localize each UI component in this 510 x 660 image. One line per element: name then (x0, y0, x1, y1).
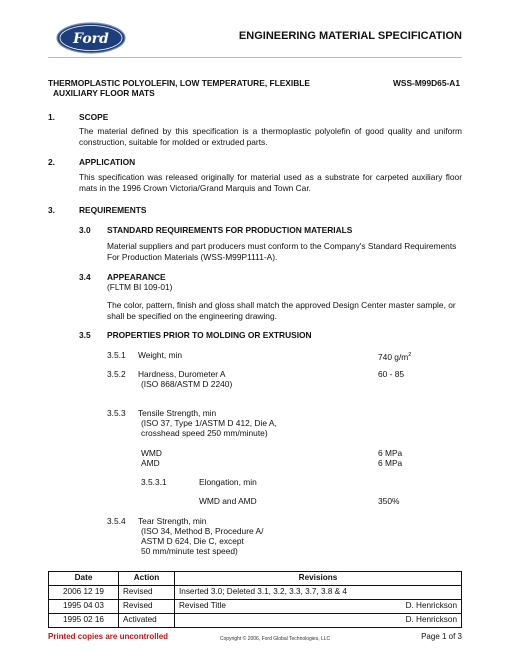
property-3-5-3-number: 3.5.3 (107, 408, 126, 418)
document-header-title: ENGINEERING MATERIAL SPECIFICATION (238, 30, 462, 42)
property-3-5-3-reference-1: (ISO 37, Type 1/ASTM D 412, Die A, (141, 418, 277, 428)
page-number: Page 1 of 3 (421, 632, 462, 641)
table-row (49, 586, 462, 600)
property-3-5-2-number: 3.5.2 (107, 369, 126, 379)
section-3-4-number: 3.4 (79, 272, 91, 282)
section-2-body: This specification was released originally for material used as a substrate for carpeted auxiliary floor mats in the 1996 Crown Victoria/Grand Marquis and Town Car. (79, 172, 462, 193)
property-3-5-4-reference-1: (ISO 34, Method B, Procedure A/ (141, 526, 264, 536)
property-3-5-4-label: Tear Strength, min (138, 516, 207, 526)
property-3-5-3-wmd-value: 6 MPa (378, 448, 403, 458)
section-3-title: REQUIREMENTS (79, 205, 147, 215)
property-3-5-2-value: 60 - 85 (378, 369, 405, 379)
revision-author: D. Henrickson (405, 601, 457, 611)
property-3-5-3-label: Tensile Strength, min (138, 408, 217, 418)
property-3-5-4-reference-2: ASTM D 624, Die C, except (141, 536, 244, 546)
section-3-0-title: STANDARD REQUIREMENTS FOR PRODUCTION MATERIALS (107, 225, 353, 235)
property-3-5-3-amd-value: 6 MPa (378, 458, 403, 468)
section-3-4-method: (FLTM BI 109-01) (107, 282, 173, 292)
property-3-5-1-number: 3.5.1 (107, 350, 126, 360)
revision-author: D. Henrickson (405, 615, 457, 625)
section-2-number: 2. (48, 157, 55, 167)
property-3-5-3-amd-label: AMD (141, 458, 160, 468)
section-3-5-number: 3.5 (79, 330, 91, 340)
section-3-5-title: PROPERTIES PRIOR TO MOLDING OR EXTRUSION (107, 330, 312, 340)
revision-action: Revised (119, 586, 175, 600)
revision-description: Inserted 3.0; Deleted 3.1, 3.2, 3.3, 3.7, 3.8 & 4 (175, 586, 462, 600)
revision-table (48, 571, 462, 628)
doc-title-line1: THERMOPLASTIC POLYOLEFIN, LOW TEMPERATURE, FLEXIBLE (48, 78, 310, 88)
property-3-5-3-reference-2: crosshead speed 250 mm/minute) (141, 428, 268, 438)
revision-date: 1995 02 16 (49, 614, 119, 628)
property-3-5-1-label: Weight, min (138, 350, 183, 360)
section-3-number: 3. (48, 205, 55, 215)
property-3-5-3-wmd-label: WMD (141, 448, 162, 458)
revision-description: Revised Title D. Henrickson (175, 600, 462, 614)
revision-action: Revised (119, 600, 175, 614)
header-action: Action (119, 572, 175, 586)
property-3-5-3-1-label: Elongation, min (199, 477, 257, 487)
logo-text: Ford (73, 31, 109, 47)
property-3-5-1-value: 740 $g/m^2$ (378, 351, 412, 362)
spec-number: WSS-M99D65-A1 (392, 78, 460, 88)
table-row (49, 614, 462, 628)
header-date: Date (49, 572, 119, 586)
table-row (49, 600, 462, 614)
section-3-0-number: 3.0 (79, 225, 91, 235)
section-2-title: APPLICATION (79, 157, 136, 167)
header-divider (48, 57, 462, 58)
property-3-5-4-number: 3.5.4 (107, 516, 126, 526)
property-3-5-4-reference-3: 50 mm/minute test speed) (141, 546, 238, 556)
property-3-5-3-1-number: 3.5.3.1 (141, 477, 167, 487)
revision-date: 1995 04 03 (49, 600, 119, 614)
section-3-0-body: Material suppliers and part producers must conform to the Company's Standard Requirements For Production Materials (WSS-M99P1111-A). (107, 241, 457, 262)
revision-date: 2006 12 19 (49, 586, 119, 600)
property-3-5-3-1-sub: WMD and AMD (199, 496, 257, 506)
section-1-title: SCOPE (79, 112, 109, 122)
property-3-5-2-label: Hardness, Durometer A (138, 369, 226, 379)
doc-title-line2: AUXILIARY FLOOR MATS (53, 88, 155, 98)
header-revisions: Revisions (175, 572, 462, 586)
ford-logo (56, 22, 126, 54)
revision-description (175, 614, 462, 628)
section-1-number: 1. (48, 112, 55, 122)
uncontrolled-notice: Printed copies are uncontrolled (48, 632, 169, 641)
section-3-4-body: The color, pattern, finish and gloss shall match the approved Design Center master sample, or shall be specified on the engineering drawing. (107, 300, 456, 321)
revision-action: Activated (119, 614, 175, 628)
revision-table-header (49, 572, 462, 586)
property-3-5-3-1-value: 350% (378, 496, 400, 506)
section-3-4-title: APPEARANCE (107, 272, 166, 282)
copyright-notice: Copyright © 2006, Ford Global Technologies, LLC (219, 636, 331, 642)
property-3-5-2-reference: (ISO 868/ASTM D 2240) (141, 379, 233, 389)
section-1-body: The material defined by this specification is a thermoplastic polyolefin of good quality and uniform construction, suitable for molded or extruded parts. (79, 126, 462, 147)
